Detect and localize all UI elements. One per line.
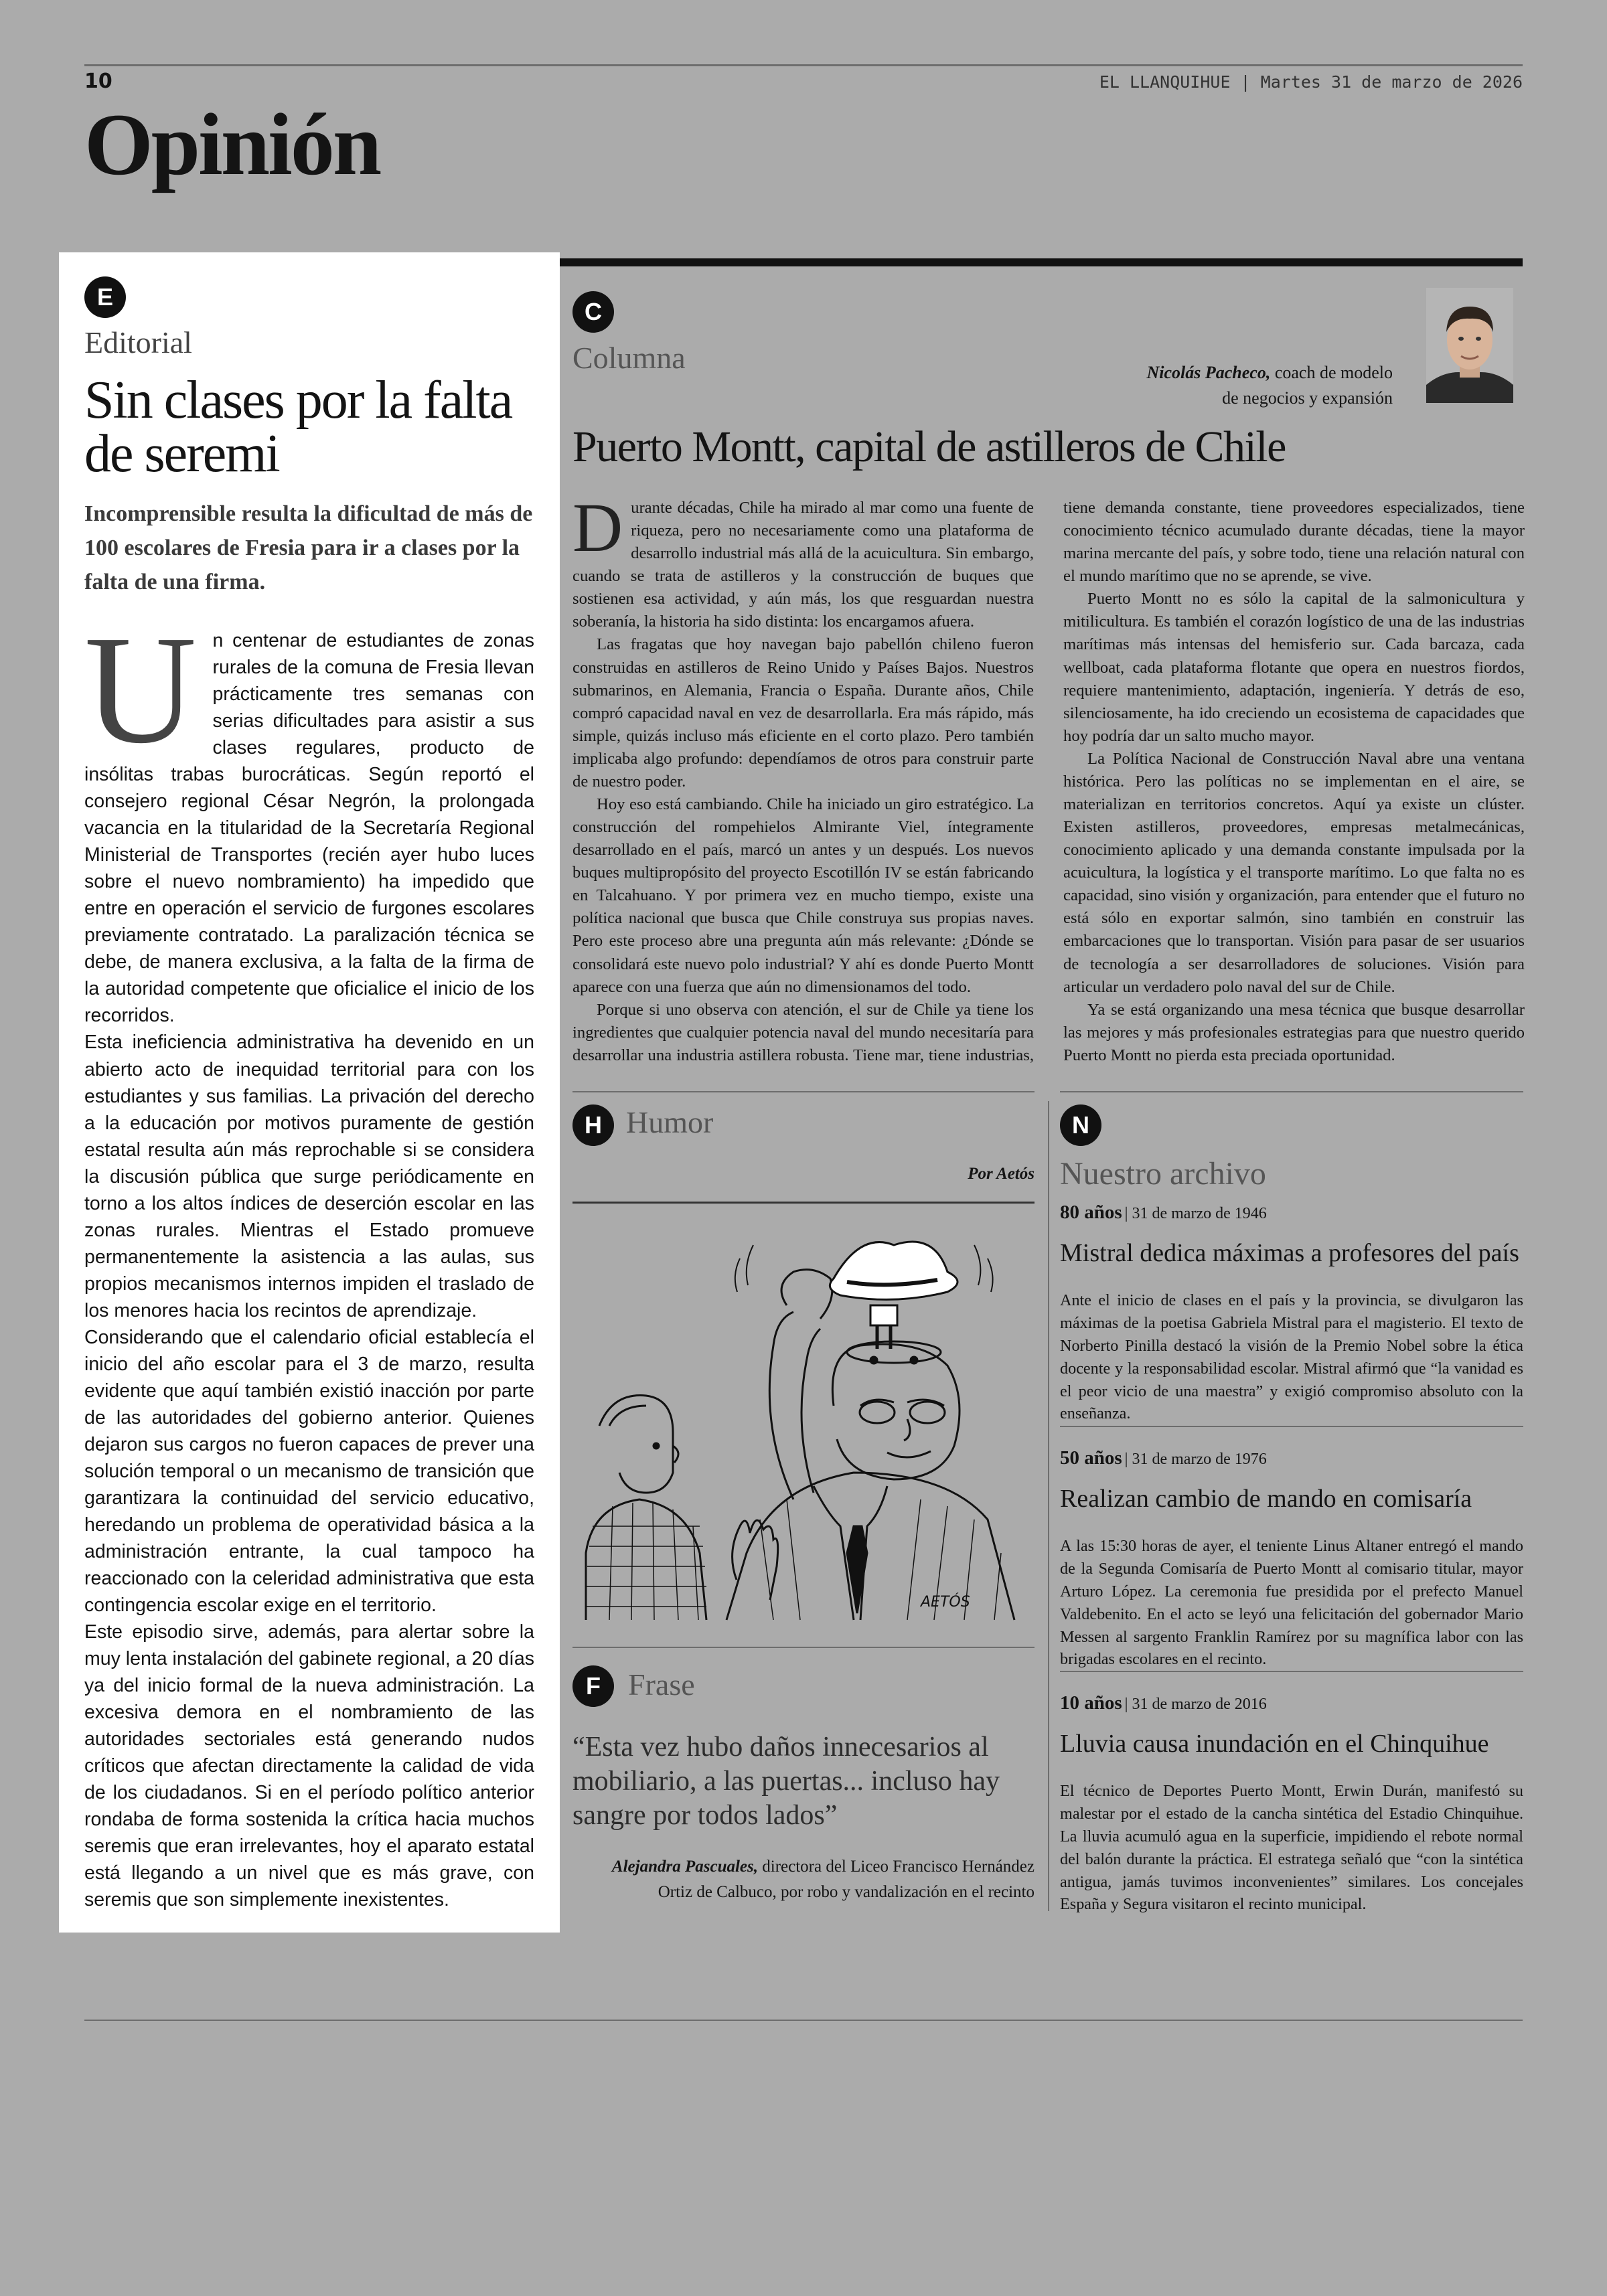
archivo-badge: N [1060, 1104, 1101, 1146]
columna-paragraph: Las fragatas que hoy navegan bajo pabellón chileno fueron construidas en astilleros de Reino Unido y Países Bajos. Nuestros submarinos, en Alemania, Francia o España. Durante años, Chile compró capacidad naval en vez de desarrollarla. Era más rápido, más simple, quizás incluso más eficiente en el corto plazo. Pero también implicaba algo profundo: dependíamos de otros para construir parte de nuestro poder. [572, 635, 1034, 791]
archivo-headline: Lluvia causa inundación en el Chinquihue [1060, 1730, 1489, 1758]
frase-badge: F [572, 1665, 614, 1707]
editorial-paragraph: Considerando que el calendario oficial establecía el inicio del año escolar para el 3 de marzo, resulta evidente que aquí también existió inacción por parte de las autoridades del gobierno anterior. Quienes dejaron sus cargos no fueron capaces de prever una solución temporal o un mecanismo de transición que garantizara la continuidad del servicio educativo, heredando un problema de operatividad básica a la administración entrante, la cual tampoco ha reaccionado con la celeridad administrativa que esta contingencia escolar exige en el territorio. [84, 1326, 534, 1617]
cartoon-signature: AETÓS [921, 1594, 970, 1611]
columna-paragraph: Porque si uno observa con atención, el sur de Chile ya tiene los ingredientes que cualquier potencia naval del mundo necesitaría para desarrollar una industria astillera robusta. Tiene mar, tiene industrias, tiene demanda constante, tiene proveedores especializados, tiene conocimiento técnico acumulado durante décadas, tiene la mayor marina mercante del país, y sobre todo, tiene una relación natural con el mundo marítimo que no se aprende, se vive. [572, 499, 1525, 1064]
frase-attribution [572, 1854, 1035, 1904]
columna-kicker: Columna [572, 341, 686, 375]
editorial-paragraph: n centenar de estudiantes de zonas rurales de la comuna de Fresia llevan prácticamente tres semanas con serias dificultades para asistir a sus clases regulares, producto de insólitas trabas burocráticas. Según reportó el consejero regional César Negrón, la prolongada vacancia en la titularidad de la Secretaría Regional Ministerial de Transportes (recién ayer hubo luces sobre el nuevo nombramiento) ha impedido que entre en operación el servicio de furgones escolares previamente contratado. La paralización técnica se debe, de manera exclusiva, a la falta de la firma de la autoridad competente que oficialice el inicio de los recorridos. [84, 630, 534, 1027]
archivo-date: | 31 de marzo de 1976 [1124, 1451, 1267, 1468]
divider [1060, 1426, 1523, 1427]
editorial-deck: Incomprensible resulta la dificultad de más de 100 escolares de Fresia para ir a clases por la falta de una firma. [84, 501, 533, 594]
archivo-text: El técnico de Deportes Puerto Montt, Erwin Durán, manifestó su malestar por el estado de la cancha sintética del Estadio Chinquihue. La lluvia acumuló agua en la superficie, impidiendo el rebote normal del balón durante la práctica. El estratega señaló que “con la sintética antigua, jamás tuvimos inconvenientes” similares. Los concejales España y Segura visitaron el recinto municipal. [1060, 1782, 1523, 1914]
humor-byline: Por Aetós [968, 1165, 1035, 1183]
archivo-years: 50 años [1060, 1447, 1122, 1469]
section-title: Opinión [84, 95, 380, 193]
divider [1060, 1671, 1523, 1672]
columna-author-role: de negocios y expansión [1222, 388, 1393, 408]
columna-paragraph: Ya se está organizando una mesa técnica que busque desarrollar las mejores y más profesionales estrategias para que nuestro querido Puerto Montt no pierda esta preciada oportunidad. [1063, 1000, 1525, 1064]
archivo-years: 80 años [1060, 1202, 1122, 1223]
columna-author-role: coach de modelo [1274, 363, 1393, 382]
frase-quote: “Esta vez hubo daños innecesarios al mobiliario, a las puertas... incluso hay sangre por todos lados” [572, 1732, 1000, 1831]
archivo-date: | 31 de marzo de 2016 [1124, 1696, 1267, 1713]
frase-kicker: Frase [628, 1667, 695, 1702]
columna-paragraph: Puerto Montt no es sólo la capital de la salmonicultura y mitilicultura. Es también el corazón logístico de una de las industrias marítimas más intensas del hemisferio sur. Cada barcaza, cada wellboat, cada plataforma flotante que opera en nuestros fiordos, requiere mantenimiento, adaptación, ingeniería. Y detrás de eso, silenciosamente, ha ido creciendo un ecosistema de capacidades que hoy podría dar un salto mucho mayor. [1063, 590, 1525, 745]
editorial-paragraph: Este episodio sirve, además, para alertar sobre la muy lenta instalación del gabinete regional, a 20 días ya del inicio formal de la nueva administración. La excesiva demora en el nombramiento de las autoridades sectoriales está generando nudos críticos que afectan directamente la calidad de vida de los ciudadanos. Si en el período político anterior rondaba de forma sostenida la crítica hacia muchos seremis que eran irrelevantes, hoy el aparato estatal está llegando a un nivel que es más grave, con seremis que son simplemente inexistentes. [84, 1621, 534, 1911]
columna-paragraph: La Política Nacional de Construcción Naval abre una ventana histórica. Pero las políticas no se implementan en el aire, se materializan en territorios concretos. Aquí ya existe un clúster. Existen astilleros, proveedores, empresas metalmecánicas, conocimiento aplicado y una demanda constante impulsada por la acuicultura, la logística y el transporte marítimo. Lo que falta no es capacidad, sino visión y organización, para entender que el futuro no está sólo en exportar salmón, sino también en construir las embarcaciones que lo transportan. Visión para pasar de ser usuarios de tecnología a ser desarrolladores de soluciones. Visión para articular un verdadero polo naval del sur de Chile. [1063, 749, 1525, 996]
humor-badge: H [572, 1104, 614, 1146]
editorial-kicker: Editorial [84, 325, 192, 359]
columna-body [572, 489, 1525, 1079]
top-rule [84, 64, 1523, 66]
columna-paragraph: urante décadas, Chile ha mirado al mar como una fuente de riqueza, pero no necesariamente como una plataforma de desarrollo industrial más allá de la acuicultura. Sin embargo, cuando se trata de astilleros y la construcción de buques que sostienen esa actividad, y aún más, los que resguardan nuestra soberanía, la historia ha sido distinta: los encargamos afuera. [572, 499, 1034, 631]
columna-paragraph: Hoy eso está cambiando. Chile ha iniciado un giro estratégico. La construcción del rompehielos Almirante Viel, íntegramente desarrollado en el país, marcó un antes y un después. Los nuevos buques multipropósito del proyecto Escotillón IV se están fabricando en Talcahuano. Y por primera vez en mucho tiempo, existe una política nacional que busca que Chile construya sus propias naves. Pero este proceso abre una pregunta aún más relevante: ¿Dónde se consolidará este nuevo polo industrial? Y ahí es donde Puerto Montt aparece con una fuerza que aún no dimensionamos del todo. [572, 795, 1034, 996]
archivo-text: Ante el inicio de clases en el país y la provincia, se divulgaron las máximas de la poetisa Gabriela Mistral para el magisterio. El texto de Norberto Pinilla destacó la visión de la Premio Nobel sobre la ética docente y la responsabilidad escolar. Mistral afirmó que “la vanidad es el peor vicio de una maestra” y exigió compromiso absoluto con la enseñanza. [1060, 1291, 1523, 1423]
columna-author-name: Nicolás Pacheco, [1146, 363, 1271, 382]
divider [1060, 1091, 1523, 1092]
editorial-body [84, 604, 534, 1914]
author-photo [1426, 288, 1513, 403]
frase-author-name: Alejandra Pascuales, [611, 1858, 758, 1876]
archivo-kicker: Nuestro archivo [1060, 1156, 1266, 1192]
editorial-paragraph: Esta ineficiencia administrativa ha devenido en un abierto acto de inequidad territorial para con los estudiantes y sus familias. La privación del derecho a la educación por motivos puramente de gestión estatal resulta aún más reprochable si se considera la discusión pública que surge periódicamente en torno a los altos índices de deserción escolar en las zonas rurales. Mientras el Estado promueve permanentemente la asistencia a las aulas, sus propios mecanismos internos impiden el traslado de los menores hacia los recintos de aprendizaje. [84, 1032, 534, 1321]
divider [572, 1647, 1035, 1648]
frase-author-role: Ortiz de Calbuco, por robo y vandalización en el recinto [658, 1882, 1035, 1901]
columna-badge: C [572, 291, 614, 333]
archivo-item [1060, 1447, 1523, 1671]
editorial-dropcap: U [84, 604, 197, 776]
editorial-title: Sin clases por la falta de seremi [84, 371, 512, 483]
frase-author-role: directora del Liceo Francisco Hernández [762, 1858, 1035, 1876]
archivo-item [1060, 1692, 1523, 1916]
columna-author [1045, 360, 1393, 410]
archivo-headline: Realizan cambio de mando en comisaría [1060, 1485, 1472, 1513]
humor-cartoon [572, 1205, 1035, 1627]
masthead: EL LLANQUIHUE | Martes 31 de marzo de 2026 [1099, 72, 1523, 92]
column-divider [1048, 1101, 1049, 1911]
bottom-rule [84, 2020, 1523, 2021]
page-number: 10 [84, 70, 112, 93]
archivo-text: A las 15:30 horas de ayer, el teniente Linus Altaner entregó el mando de la Segunda Comisaría de Puerto Montt al comisario titular, mayor Arturo López. La ceremonia fue presidida por el prefecto Manuel Valdebenito. En el acto se leyó una felicitación del gobernador Mario Messen al sargento Franklin Ramírez por su magnífica labor con las brigadas escolares en el recinto. [1060, 1537, 1523, 1669]
divider [572, 1202, 1035, 1204]
columna-title: Puerto Montt, capital de astilleros de Chile [572, 422, 1286, 471]
archivo-date: | 31 de marzo de 1946 [1124, 1205, 1267, 1222]
editorial-badge: E [84, 276, 126, 318]
columna-dropcap: D [572, 489, 623, 566]
divider [572, 1091, 1035, 1092]
archivo-headline: Mistral dedica máximas a profesores del país [1060, 1239, 1519, 1267]
archivo-years: 10 años [1060, 1692, 1122, 1714]
editorial-panel [59, 252, 560, 1933]
humor-kicker: Humor [626, 1105, 714, 1139]
archivo-item [1060, 1202, 1523, 1425]
